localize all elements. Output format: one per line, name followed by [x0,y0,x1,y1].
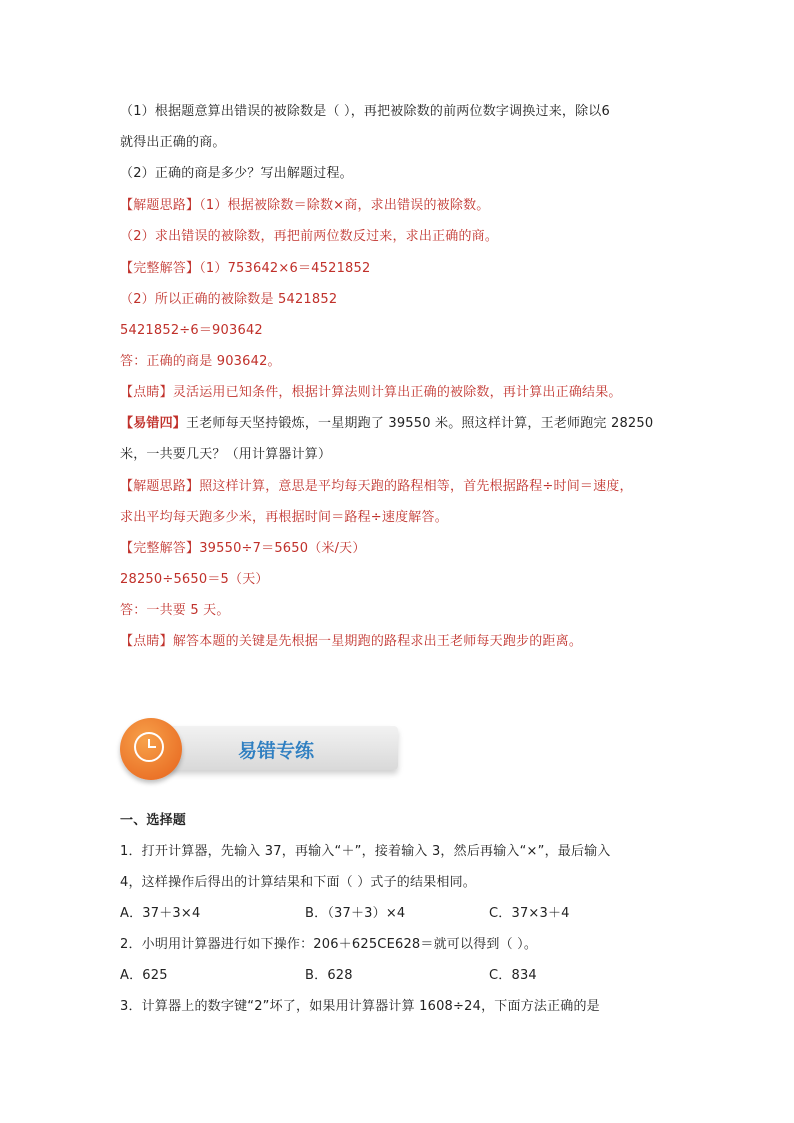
full-answer-text: （1）753642×6＝4521852 [199,261,371,276]
question-2-option-a: A．625 [120,968,168,983]
full-answer-7: 答：一共要 5 天。 [120,603,230,618]
key-point-tag-2: 【点睛】 [120,634,173,649]
question-1-cont: 4，这样操作后得出的计算结果和下面（ ）式子的结果相同。 [120,875,477,890]
question-2-option-b: B．628 [305,968,353,983]
solution-idea-text: （1）根据被除数＝除数×商，求出错误的被除数。 [199,198,490,213]
question-1: 1．打开计算器，先输入 37，再输入“＋”，接着输入 3，然后再输入“×”，最后输入 [120,844,611,859]
error-four-heading [120,415,653,433]
full-answer-1 [120,260,370,278]
question-1-option-c: C．37×3＋4 [489,906,570,921]
question-1-option-a: A．37＋3×4 [120,906,201,921]
key-point-text-2: 解答本题的关键是先根据一星期跑的路程求出王老师每天跑步的距离。 [172,634,583,649]
error-four-text-cont: 米，一共要几天？（用计算器计算） [120,447,332,462]
banner-title: 易错专练 [238,740,315,762]
solution-idea-3-cont: 求出平均每天跑多少米，再根据时间＝路程÷速度解答。 [120,510,448,525]
error-four-tag: 【易错四】 [120,416,187,431]
solution-idea-tag: 【解题思路】 [120,198,200,213]
question-part-1-cont: 就得出正确的商。 [120,135,226,150]
question-2: 2．小明用计算器进行如下操作：206＋625CE628＝就可以得到（ ）。 [120,937,538,952]
full-answer-tag: 【完整解答】 [120,261,200,276]
full-answer-2: （2）所以正确的被除数是 5421852 [120,292,338,307]
question-1-option-b: B．（37＋3）×4 [305,906,406,921]
section-title-multiple-choice: 一、选择题 [120,813,187,828]
key-point-1 [120,384,622,402]
full-answer-4: 答：正确的商是 903642。 [120,354,281,369]
section-banner [120,718,400,782]
full-answer-6: 28250÷5650＝5（天） [120,572,269,587]
solution-idea-2: （2）求出错误的被除数，再把前两位数反过来，求出正确的商。 [120,229,499,244]
full-answer-text-2: 39550÷7＝5650（米/天） [199,541,366,556]
error-four-text: 王老师每天坚持锻炼，一星期跑了 39550 米。照这样计算，王老师跑完 28250 [186,416,654,431]
question-part-1: （1）根据题意算出错误的被除数是（ ），再把被除数的前两位数字调换过来，除以6 [120,104,610,119]
key-point-text: 灵活运用已知条件，根据计算法则计算出正确的被除数，再计算出正确结果。 [172,385,622,400]
question-part-2: （2）正确的商是多少？写出解题过程。 [120,166,353,181]
solution-idea-1 [120,197,489,215]
question-2-option-c: C．834 [489,968,537,983]
clock-icon [120,718,182,780]
full-answer-tag-2: 【完整解答】 [120,541,200,556]
question-3: 3．计算器上的数字键“2”坏了，如果用计算器计算 1608÷24，下面方法正确的是 [120,999,600,1014]
full-answer-3: 5421852÷6＝903642 [120,323,263,338]
key-point-tag: 【点睛】 [120,385,173,400]
solution-idea-tag-2: 【解题思路】 [120,479,200,494]
solution-idea-text-2: 照这样计算，意思是平均每天跑的路程相等，首先根据路程÷时间＝速度， [199,479,633,494]
full-answer-5 [120,540,366,558]
key-point-2 [120,633,582,651]
solution-idea-3 [120,478,633,496]
